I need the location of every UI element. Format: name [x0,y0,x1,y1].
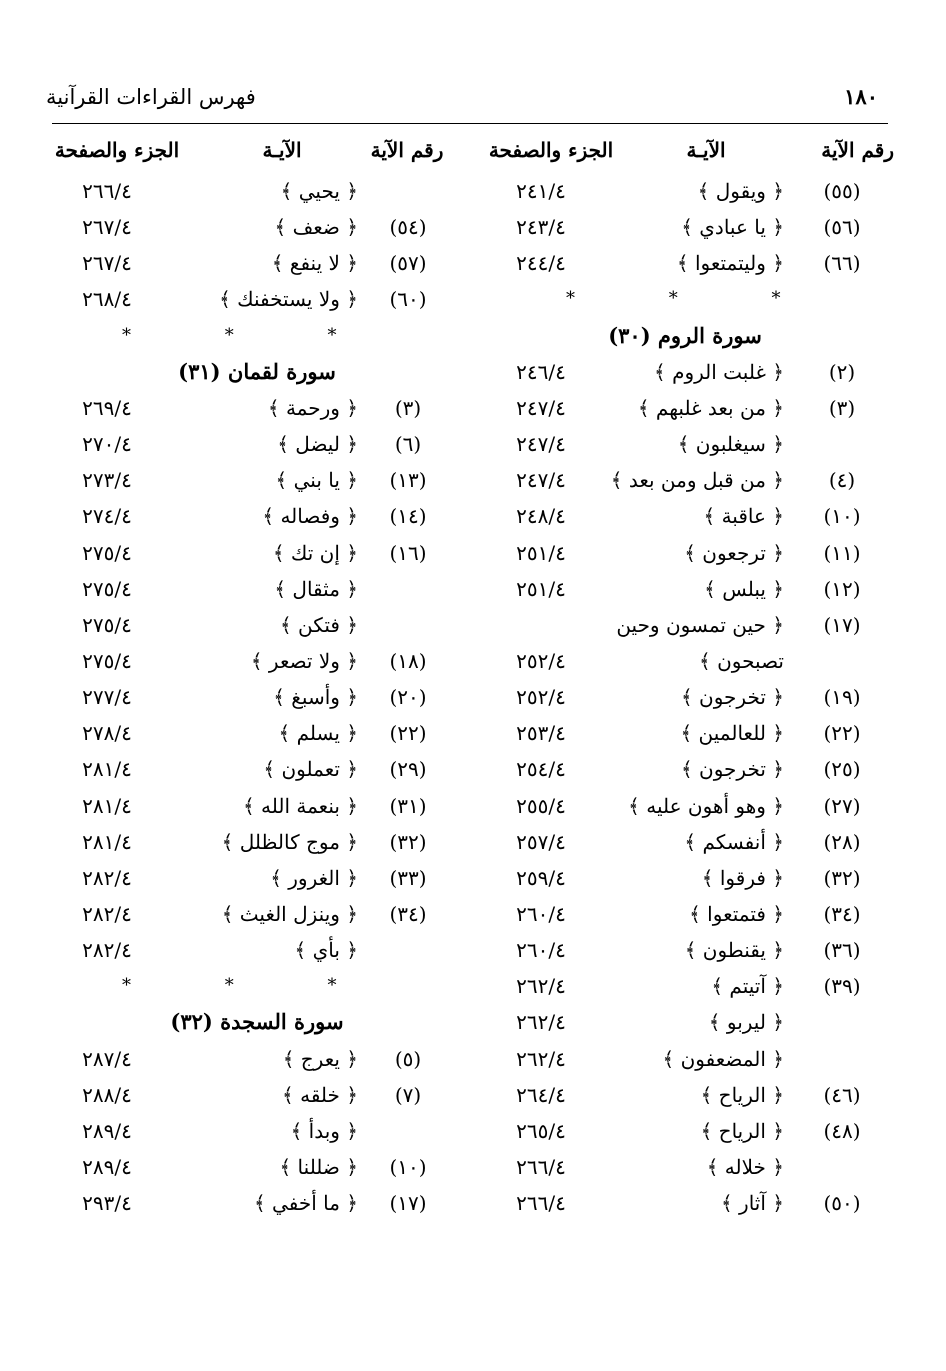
part-page: ٢٦٦/٤ [516,1191,566,1216]
table-row [52,607,456,643]
table-row [486,896,890,932]
table-row [52,390,456,426]
verse-number: (١٤) [389,504,427,529]
part-page: ٢٤٦/٤ [516,359,566,384]
part-page: ٢٥٧/٤ [516,829,566,854]
part-page: ٢٤٣/٤ [516,215,566,240]
part-page: ٢٥٢/٤ [516,685,566,710]
verse-text: ﴿ تعملون ﴾ [263,757,358,782]
verse-number: (١٨) [389,648,427,673]
part-page: ٢٥٥/٤ [516,793,566,818]
verse-number: (١٧) [823,612,861,637]
verse-number: (١٦) [389,540,427,565]
verse-number: (٥٥) [823,179,861,203]
table-row [52,824,456,860]
col-header-verse-num: رقم الآية [370,138,444,162]
verse-text: ﴿ سيغلبون ﴾ [677,432,784,457]
verse-number: (٢) [828,359,856,384]
part-page: ٢٤٧/٤ [516,395,566,420]
part-page: ٢٦٩/٤ [82,395,132,420]
verse-text: ﴿ وينزل الغيث ﴾ [221,902,358,926]
verse-text: ﴿ لا ينفع ﴾ [271,251,358,276]
surah-heading: سورة لقمان (٣١) [178,358,336,384]
table-row [52,426,456,462]
verse-number: (٦) [394,432,422,457]
verse-text: ﴿ وليتمتعوا ﴾ [676,251,784,276]
verse-text: ﴿ الرياح ﴾ [700,1082,784,1107]
verse-text: ﴿ إن تك ﴾ [272,540,358,565]
verse-text: ﴿ ورحمة ﴾ [267,395,358,420]
verse-text: ﴿ ويقول ﴾ [697,179,784,203]
verse-text: ﴿ يا عبادي ﴾ [681,215,784,240]
verse-text: ﴿ وفصاله ﴾ [262,504,358,529]
table-row [486,462,890,498]
part-page: ٢٦٧/٤ [82,215,132,240]
table-row [486,643,890,679]
part-page: ٢٨٩/٤ [82,1155,132,1180]
verse-text: ﴿ يبلس ﴾ [704,576,784,601]
part-page: ٢٧٣/٤ [82,468,132,493]
verse-text: ﴿ للعالمين ﴾ [680,721,784,746]
verse-text: ﴿ ضللنا ﴾ [279,1155,358,1180]
table-row [486,209,890,245]
verse-text: ﴿ خلاله ﴾ [706,1155,784,1180]
verse-text: ﴿ فتكن ﴾ [279,612,358,637]
table-row [52,173,456,209]
part-page: ٢٧٨/٤ [82,721,132,746]
table-row [52,860,456,896]
verse-number: (١٧) [389,1191,427,1216]
table-row [52,643,456,679]
part-page: ٢٧٧/٤ [82,685,132,710]
table-row [486,1185,890,1221]
verse-number: (١٠) [823,504,861,529]
verse-number: (٢٩) [389,757,427,782]
verse-text: ﴿ ليربو ﴾ [708,1010,784,1035]
table-row [486,173,890,209]
part-page: ٢٨٢/٤ [82,865,132,890]
verse-number: (٢٧) [823,793,861,818]
verse-text: ﴿ آتيتم ﴾ [711,974,784,999]
part-page: ٢٥٣/٤ [516,721,566,746]
table-row [486,426,890,462]
part-page: ٢٥٢/٤ [516,648,566,673]
part-page: ٢٥١/٤ [516,540,566,565]
part-page: ٢٨٢/٤ [82,938,132,963]
part-page: ٢٥٤/٤ [516,757,566,782]
table-row [52,788,456,824]
verse-number: (٣) [394,395,422,420]
col-header-verse-num: رقم الآية [821,138,894,162]
verse-text: ﴿ وأسبغ ﴾ [273,685,358,710]
table-row [52,1113,456,1149]
verse-number: (٥٧) [389,251,427,276]
table-row [486,1113,890,1149]
table-row [486,498,890,534]
part-page: ٢٤٤/٤ [516,251,566,276]
part-page: ٢٤٧/٤ [516,468,566,493]
part-page: ٢٦٠/٤ [516,938,566,963]
section-divider: * * * [122,975,381,997]
verse-number: (٥) [394,1046,422,1071]
verse-number: (٢٢) [823,721,861,746]
part-page: ٢٥٩/٤ [516,865,566,890]
part-page: ٢٧٥/٤ [82,648,132,673]
part-page: ٢٩٣/٤ [82,1191,132,1216]
table-row [486,571,890,607]
part-page: ٢٦٦/٤ [82,179,132,203]
verse-number: (٣٩) [823,974,861,999]
verse-text: ﴿ غلبت الروم ﴾ [654,359,784,384]
part-page: ٢٨٩/٤ [82,1118,132,1143]
part-page: ٢٦٥/٤ [516,1118,566,1143]
verse-text: ﴿ آثار ﴾ [720,1191,784,1216]
verse-text: ﴿ يسلم ﴾ [278,721,358,746]
verse-number: (٣٢) [389,829,427,854]
table-row [52,209,456,245]
table-row [486,788,890,824]
table-row [486,751,890,787]
verse-number: (١١) [823,540,861,565]
verse-number: (٣٦) [823,938,861,963]
header-rule [52,123,888,124]
part-page: ٢٤٧/٤ [516,432,566,457]
table-row [52,1077,456,1113]
table-row [52,932,456,968]
table-row [486,932,890,968]
verse-number: (٧) [394,1082,422,1107]
table-row [52,462,456,498]
table-row [486,824,890,860]
verse-text: ﴿ الرياح ﴾ [700,1118,784,1143]
table-row [486,354,890,390]
part-page: ٢٧٥/٤ [82,612,132,637]
verse-text: تصبحون ﴾ [699,648,784,673]
verse-number: (٢٠) [389,685,427,710]
verse-text: ﴿ بنعمة الله ﴾ [242,793,358,818]
verse-text: ﴿ فتمتعوا ﴾ [689,902,784,926]
verse-text: ﴿ من بعد غلبهم ﴾ [637,395,784,420]
part-page: ٢٨٨/٤ [82,1082,132,1107]
surah-heading: سورة السجدة (٣٢) [170,1009,344,1035]
verse-number: (٥٤) [389,215,427,240]
verse-number: (٤) [828,468,856,493]
table-row [52,498,456,534]
table-row [486,535,890,571]
table-row [52,571,456,607]
verse-number: (٢٢) [389,721,427,746]
table-row [486,1077,890,1113]
running-title: فهرس القراءات القرآنية [46,85,256,109]
verse-text: ﴿ يا بني ﴾ [275,468,358,493]
part-page: ٢٧٥/٤ [82,576,132,601]
part-page: ٢٨٢/٤ [82,902,132,926]
col-header-verse: الآيـة [686,138,726,162]
verse-number: (١٩) [823,685,861,710]
verse-text: ﴿ يحيي ﴾ [280,179,358,203]
verse-text: ﴿ يقنطون ﴾ [684,938,784,963]
verse-text: ﴿ الغرور ﴾ [270,865,358,890]
verse-text: ﴿ أنفسكم ﴾ [684,829,784,854]
verse-number: (١٣) [389,468,427,493]
verse-text: ﴿ بأي ﴾ [294,938,358,963]
table-row [486,607,890,643]
verse-text: ﴿ تخرجون ﴾ [680,757,784,782]
col-header-part-page: الجزء والصفحة [54,138,180,162]
verse-text: ﴿ ولا تصعر ﴾ [250,648,358,673]
part-page: ٢٨١/٤ [82,829,132,854]
col-header-part-page: الجزء والصفحة [488,138,614,162]
part-page: ٢٤١/٤ [516,179,566,203]
verse-number: (٣١) [389,793,427,818]
verse-number: (١٢) [823,576,861,601]
verse-text: ﴿ مثقال ﴾ [274,576,358,601]
col-header-verse: الآيـة [262,138,302,162]
verse-number: (٦٦) [823,251,861,276]
verse-number: (٣٣) [389,865,427,890]
section-divider: * * * [566,288,825,310]
part-page: ٢٧٥/٤ [82,540,132,565]
part-page: ٢٦٧/٤ [82,251,132,276]
table-row [52,245,456,281]
verse-text: ﴿ وهو أهون عليه ﴾ [628,793,784,818]
verse-number: (٣٤) [389,902,427,926]
verse-text: ﴿ حين تمسون وحين [616,612,784,637]
verse-text: ﴿ خلقه ﴾ [282,1082,358,1107]
table-row [52,1185,456,1221]
part-page: ٢٨١/٤ [82,793,132,818]
table-row [486,1004,890,1040]
verse-text: ﴿ ولا يستخفنك ﴾ [219,287,358,312]
verse-number: (٣) [828,395,856,420]
verse-number: (٤٦) [823,1082,861,1107]
verse-number: (٢٥) [823,757,861,782]
table-row [52,535,456,571]
part-page: ٢٦٤/٤ [516,1082,566,1107]
verse-number: (٥٠) [823,1191,861,1216]
table-row [486,1149,890,1185]
table-row [52,1149,456,1185]
verse-number: (٦٠) [389,287,427,312]
verse-number: (٥٦) [823,215,861,240]
verse-text: ﴿ يعرج ﴾ [282,1046,358,1071]
part-page: ٢٤٨/٤ [516,504,566,529]
table-row [52,896,456,932]
table-row [486,390,890,426]
verse-text: ﴿ ما أخفي ﴾ [253,1191,358,1216]
verse-text: ﴿ المضعفون ﴾ [662,1046,784,1071]
table-row [52,751,456,787]
verse-number: (١٠) [389,1155,427,1180]
verse-text: ﴿ فرقوا ﴾ [701,865,784,890]
verse-text: ﴿ من قبل ومن بعد ﴾ [610,468,784,493]
verse-text: ﴿ موج كالظلل ﴾ [221,829,358,854]
table-row [52,679,456,715]
verse-text: ﴿ ضعف ﴾ [274,215,358,240]
part-page: ٢٥١/٤ [516,576,566,601]
verse-number: (٢٨) [823,829,861,854]
surah-heading: سورة الروم (٣٠) [608,322,762,348]
verse-text: ﴿ وبدأ ﴾ [290,1118,358,1143]
part-page: ٢٨٧/٤ [82,1046,132,1071]
verse-number: (٣٤) [823,902,861,926]
verse-number: (٣٢) [823,865,861,890]
verse-text: ﴿ عاقبة ﴾ [703,504,784,529]
table-row [52,715,456,751]
part-page: ٢٦٢/٤ [516,1010,566,1035]
table-row [486,968,890,1004]
verse-text: ﴿ ترجعون ﴾ [684,540,784,565]
table-row [52,281,456,317]
verse-text: ﴿ تخرجون ﴾ [680,685,784,710]
part-page: ٢٦٢/٤ [516,1046,566,1071]
verse-number: (٤٨) [823,1118,861,1143]
table-row [486,1041,890,1077]
table-row [486,860,890,896]
page-number: ١٨٠ [844,84,878,109]
part-page: ٢٦٨/٤ [82,287,132,312]
table-row [486,245,890,281]
part-page: ٢٦٢/٤ [516,974,566,999]
section-divider: * * * [122,324,381,346]
table-row [52,1041,456,1077]
part-page: ٢٧٠/٤ [82,432,132,457]
table-row [486,679,890,715]
part-page: ٢٧٤/٤ [82,504,132,529]
part-page: ٢٨١/٤ [82,757,132,782]
verse-text: ﴿ ليضل ﴾ [277,432,358,457]
table-row [486,715,890,751]
part-page: ٢٦٦/٤ [516,1155,566,1180]
part-page: ٢٦٠/٤ [516,902,566,926]
